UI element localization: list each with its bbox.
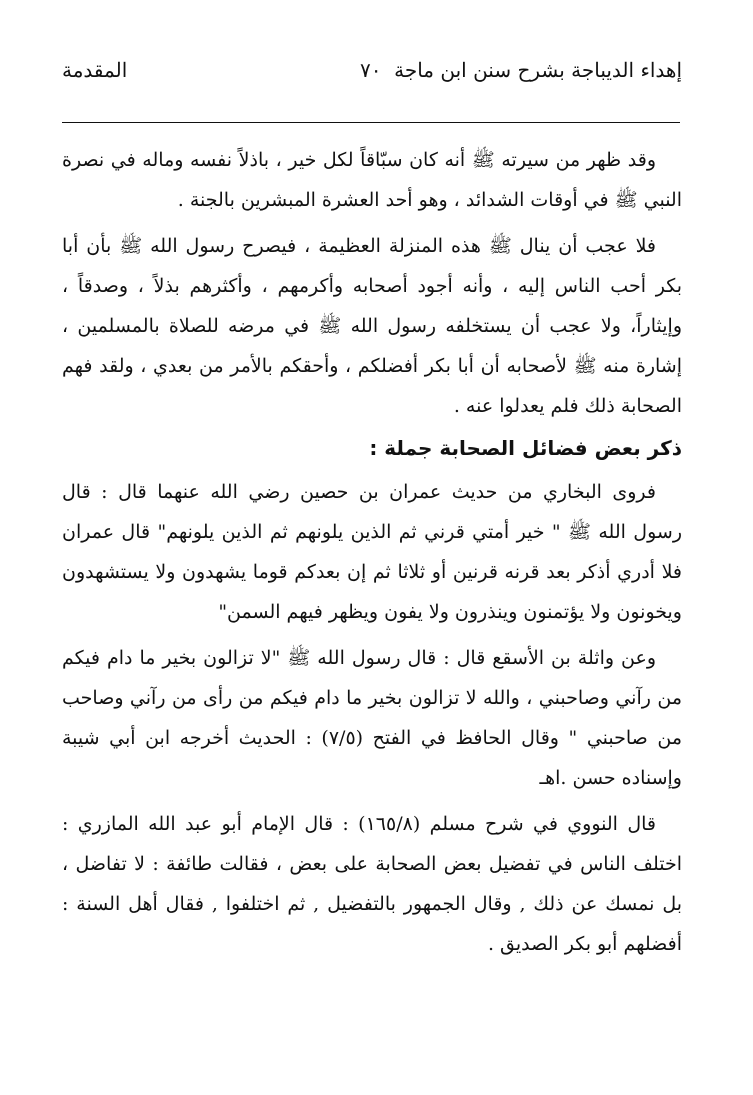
paragraph-abu-bakr-virtue: وقد ظهر من سيرته ﷺ أنه كان سبّاقاً لكل خير ، باذلاً نفسه وماله في نصرة النبي ﷺ في أوقات الشدائد ، وهو أحد العشرة المبشرين بالجنة . [62, 149, 682, 211]
section-heading: ذكر بعض فضائل الصحابة جملة : [369, 436, 682, 460]
running-header [62, 58, 682, 94]
header-section-title: المقدمة [62, 58, 128, 82]
paragraph-wathila-hadith: وعن واثلة بن الأسقع قال : قال رسول الله ﷺ "لا تزالون بخير ما دام فيكم من رآني وصاحبني ، والله لا تزالون بخير ما دام فيكم من رأى من رآني وصاحب من صاحبني " وقال الحافظ في الفتح (٧/٥) : الحديث أخرجه ابن أبي شيبة وإسناده حسن .اهـ [62, 647, 682, 789]
paragraph-bukhari-hadith: فروى البخاري من حديث عمران بن حصين رضي الله عنهما قال : قال رسول الله ﷺ " خير أمتي قرني ثم الذين يلونهم ثم الذين يلونهم" قال عمران فلا أدري أذكر بعد قرنه قرنين أو ثلاثا ثم إن بعدكم قوما يشهدون ولا يستشهدون ويخونون ولا يؤتمنون وينذرون ولا يفون ويظهر فيهم السمن" [62, 481, 682, 623]
header-page-number: ٧٠ [360, 58, 382, 82]
page-body [62, 140, 682, 964]
paragraph-nawawi-quote: قال النووي في شرح مسلم (١٦٥/٨) : قال الإمام أبو عبد الله المازري : اختلف الناس في تفضيل بعض الصحابة على بعض ، فقالت طائفة : لا تفاضل ، بل نمسك عن ذلك , وقال الجمهور بالتفضيل , ثم اختلفوا , فقال أهل السنة : أفضلهم أبو بكر الصديق . [62, 813, 682, 955]
header-book-title: إهداء الديباجة بشرح سنن ابن ماجة [394, 58, 682, 82]
header-rule [62, 122, 680, 123]
paragraph-abu-bakr-rank: فلا عجب أن ينال ﷺ هذه المنزلة العظيمة ، فيصرح رسول الله ﷺ بأن أبا بكر أحب الناس إليه ، وأنه أجود أصحابه وأكرمهم ، وأكثرهم بذلاً ، وصدقاً ، وإيثاراً، ولا عجب أن يستخلفه رسول الله ﷺ في مرضه للصلاة بالمسلمين ، إشارة منه ﷺ لأصحابه أن أبا بكر أفضلكم ، وأحقكم بالأمر من بعدي ، ولقد فهم الصحابة ذلك فلم يعدلوا عنه . [62, 235, 682, 417]
